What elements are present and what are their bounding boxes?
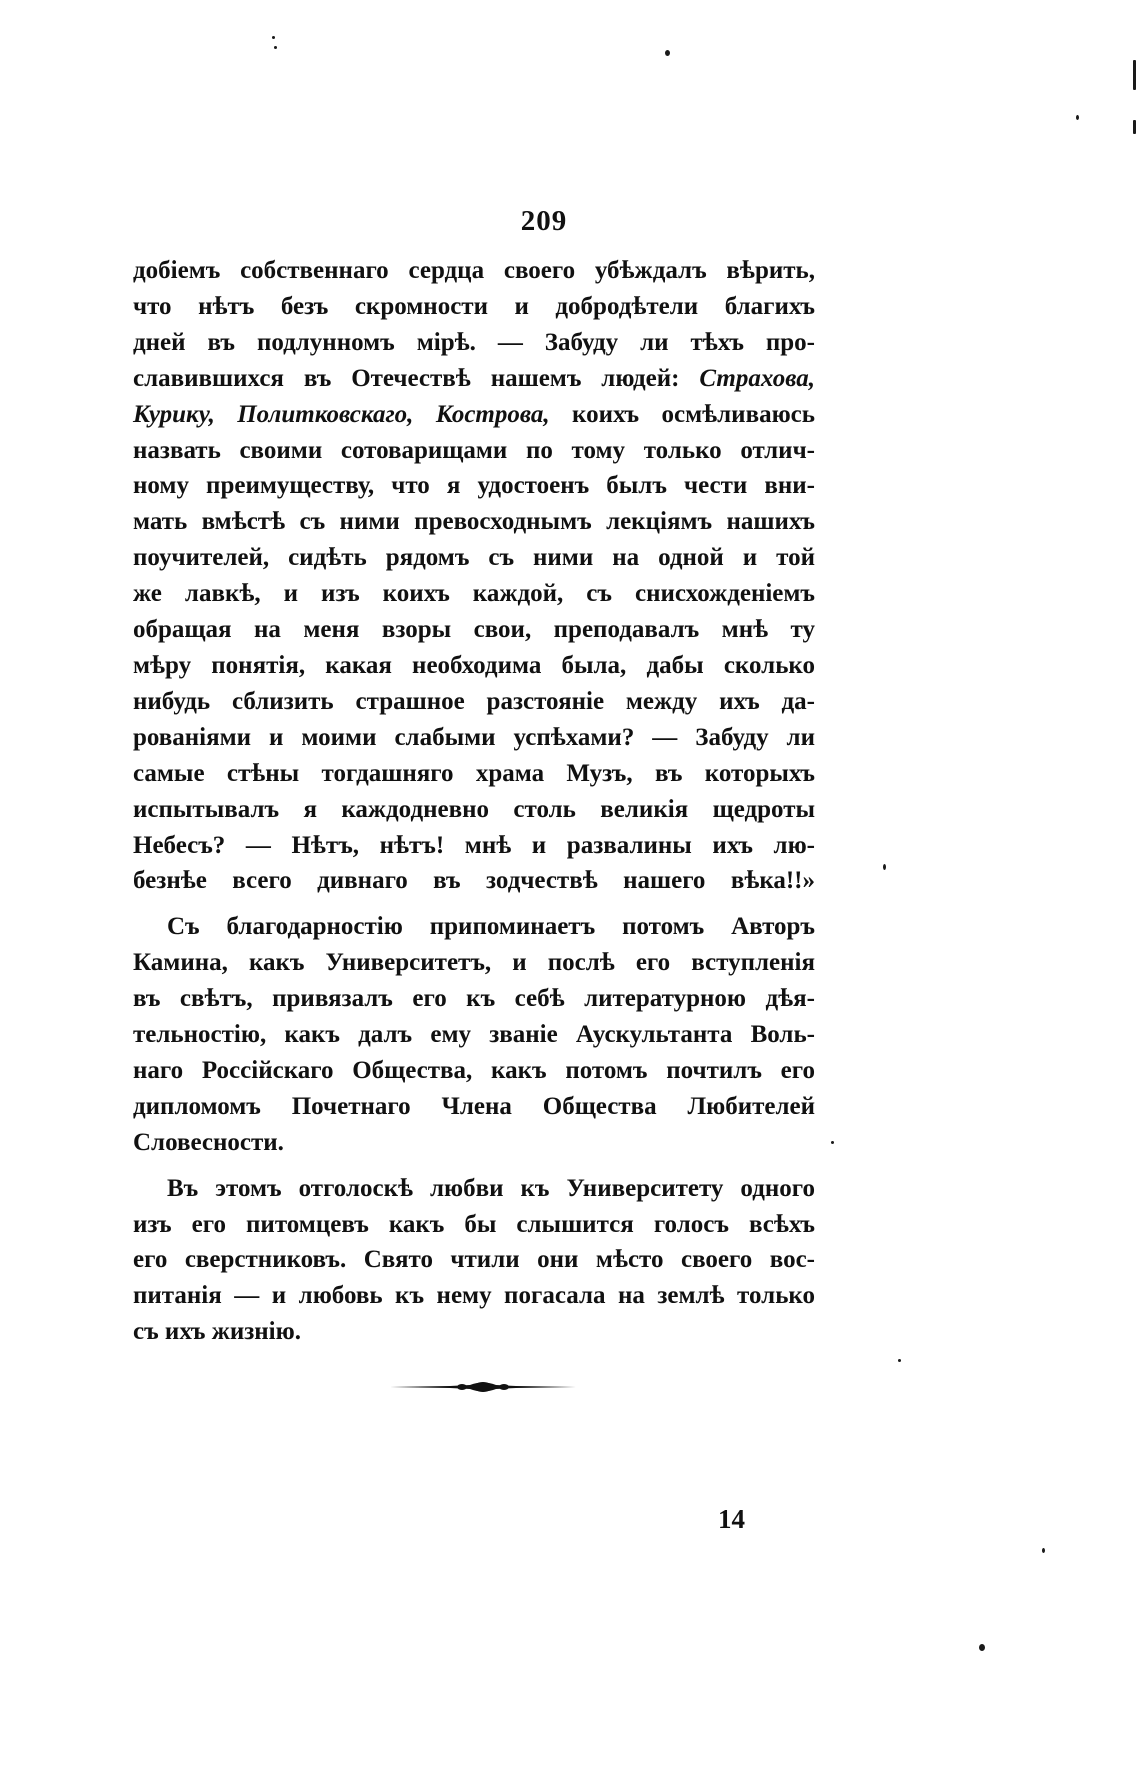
printer-signature-mark: 14 (718, 1504, 745, 1534)
text-line: питанія — и любовь къ нему погасала на землѣ только (133, 1282, 815, 1310)
scan-speck (272, 36, 275, 39)
text-line: наго Россійскаго Общества, какъ потомъ почтилъ его (133, 1056, 815, 1084)
text-line: мать вмѣстѣ съ ними превосходнымъ лекціямъ нашихъ (133, 508, 815, 536)
scan-speck (1133, 120, 1136, 134)
scan-speck (831, 1141, 834, 1144)
text-line: испытывалъ я каждодневно столь великія щедроты (133, 795, 815, 823)
text-line: поучителей, сидѣть рядомъ съ ними на одной и той (133, 544, 815, 572)
text-line: мѣру понятія, какая необходима была, дабы сколько (133, 651, 815, 679)
paragraph (133, 253, 815, 899)
text-line: дней въ подлунномъ мірѣ. — Забуду ли тѣхъ про- (133, 328, 815, 356)
italic-name: Страхова, (699, 364, 815, 392)
text-line: въ свѣтъ, привязалъ его къ себѣ литературною дѣя- (133, 985, 815, 1013)
scan-speck (1042, 1548, 1045, 1553)
paragraph-gap (133, 1161, 815, 1171)
text-line: Словесности. (133, 1128, 284, 1156)
page-number: 209 (520, 205, 568, 237)
text-line: съ ихъ жизнію. (133, 1318, 301, 1346)
text-line: изъ его питомцевъ какъ бы слышится голосъ всѣхъ (133, 1210, 815, 1238)
text-line: Небесъ? — Нѣтъ, нѣтъ! мнѣ и развалины ихъ лю- (133, 831, 815, 859)
paragraph (133, 909, 815, 1160)
scan-speck (898, 1359, 901, 1362)
text-line: же лавкѣ, и изъ коихъ каждой, съ снисхожденіемъ (133, 580, 815, 608)
scan-speck (274, 46, 277, 49)
text-line: что нѣтъ безъ скромности и добродѣтели благихъ (133, 292, 815, 320)
scan-speck (979, 1644, 985, 1651)
text-line-with-names: славившихся въ Отечествѣ нашемъ людей: Страхова, (133, 364, 815, 392)
text-line: назвать своими сотоварищами по тому только отлич- (133, 436, 815, 464)
text-line: Камина, какъ Университетъ, и послѣ его вступленія (133, 949, 815, 977)
text-line: самые стѣны тогдашняго храма Музъ, въ которыхъ (133, 759, 815, 787)
italic-name: Политковскаго, (237, 400, 414, 428)
scan-speck (665, 50, 670, 56)
text-line: рованіями и моими слабыми успѣхами? — Забуду ли (133, 723, 815, 751)
text-line: Съ благодарностію припоминаетъ потомъ Авторъ (167, 913, 815, 941)
text-line: добіемъ собственнаго сердца своего убѣждалъ вѣрить, (133, 257, 815, 284)
text-line: дипломомъ Почетнаго Члена Общества Любителей (133, 1092, 815, 1120)
text-line: нибудь сблизить страшное разстояніе между ихъ да- (133, 687, 815, 715)
text-line: безнѣе всего дивнаго въ зодчествѣ нашего вѣка!!» (133, 867, 815, 895)
text-line-with-names: Курику, Политковскаго, Кострова, коихъ осмѣливаюсь (133, 400, 816, 428)
scan-speck (883, 864, 886, 870)
paragraph (133, 1171, 815, 1351)
typographic-rule-ornament-icon (390, 1378, 576, 1396)
body-text (133, 253, 815, 1350)
text-line: ному преимуществу, что я удостоенъ былъ чести вни- (133, 472, 815, 500)
scan-speck (1076, 115, 1079, 120)
text-line: его сверстниковъ. Свято чтили они мѣсто своего вос- (133, 1246, 815, 1274)
scan-speck (1133, 60, 1136, 90)
text-line: тельностію, какъ далъ ему званіе Аускультанта Воль- (133, 1021, 815, 1049)
text-line: Въ этомъ отголоскѣ любви къ Университету одного (167, 1174, 815, 1202)
paragraph-gap (133, 899, 815, 909)
italic-name: Курику, (133, 400, 215, 428)
italic-name: Кострова, (435, 400, 550, 428)
text-line: обращая на меня взоры свои, преподавалъ мнѣ ту (133, 616, 815, 644)
